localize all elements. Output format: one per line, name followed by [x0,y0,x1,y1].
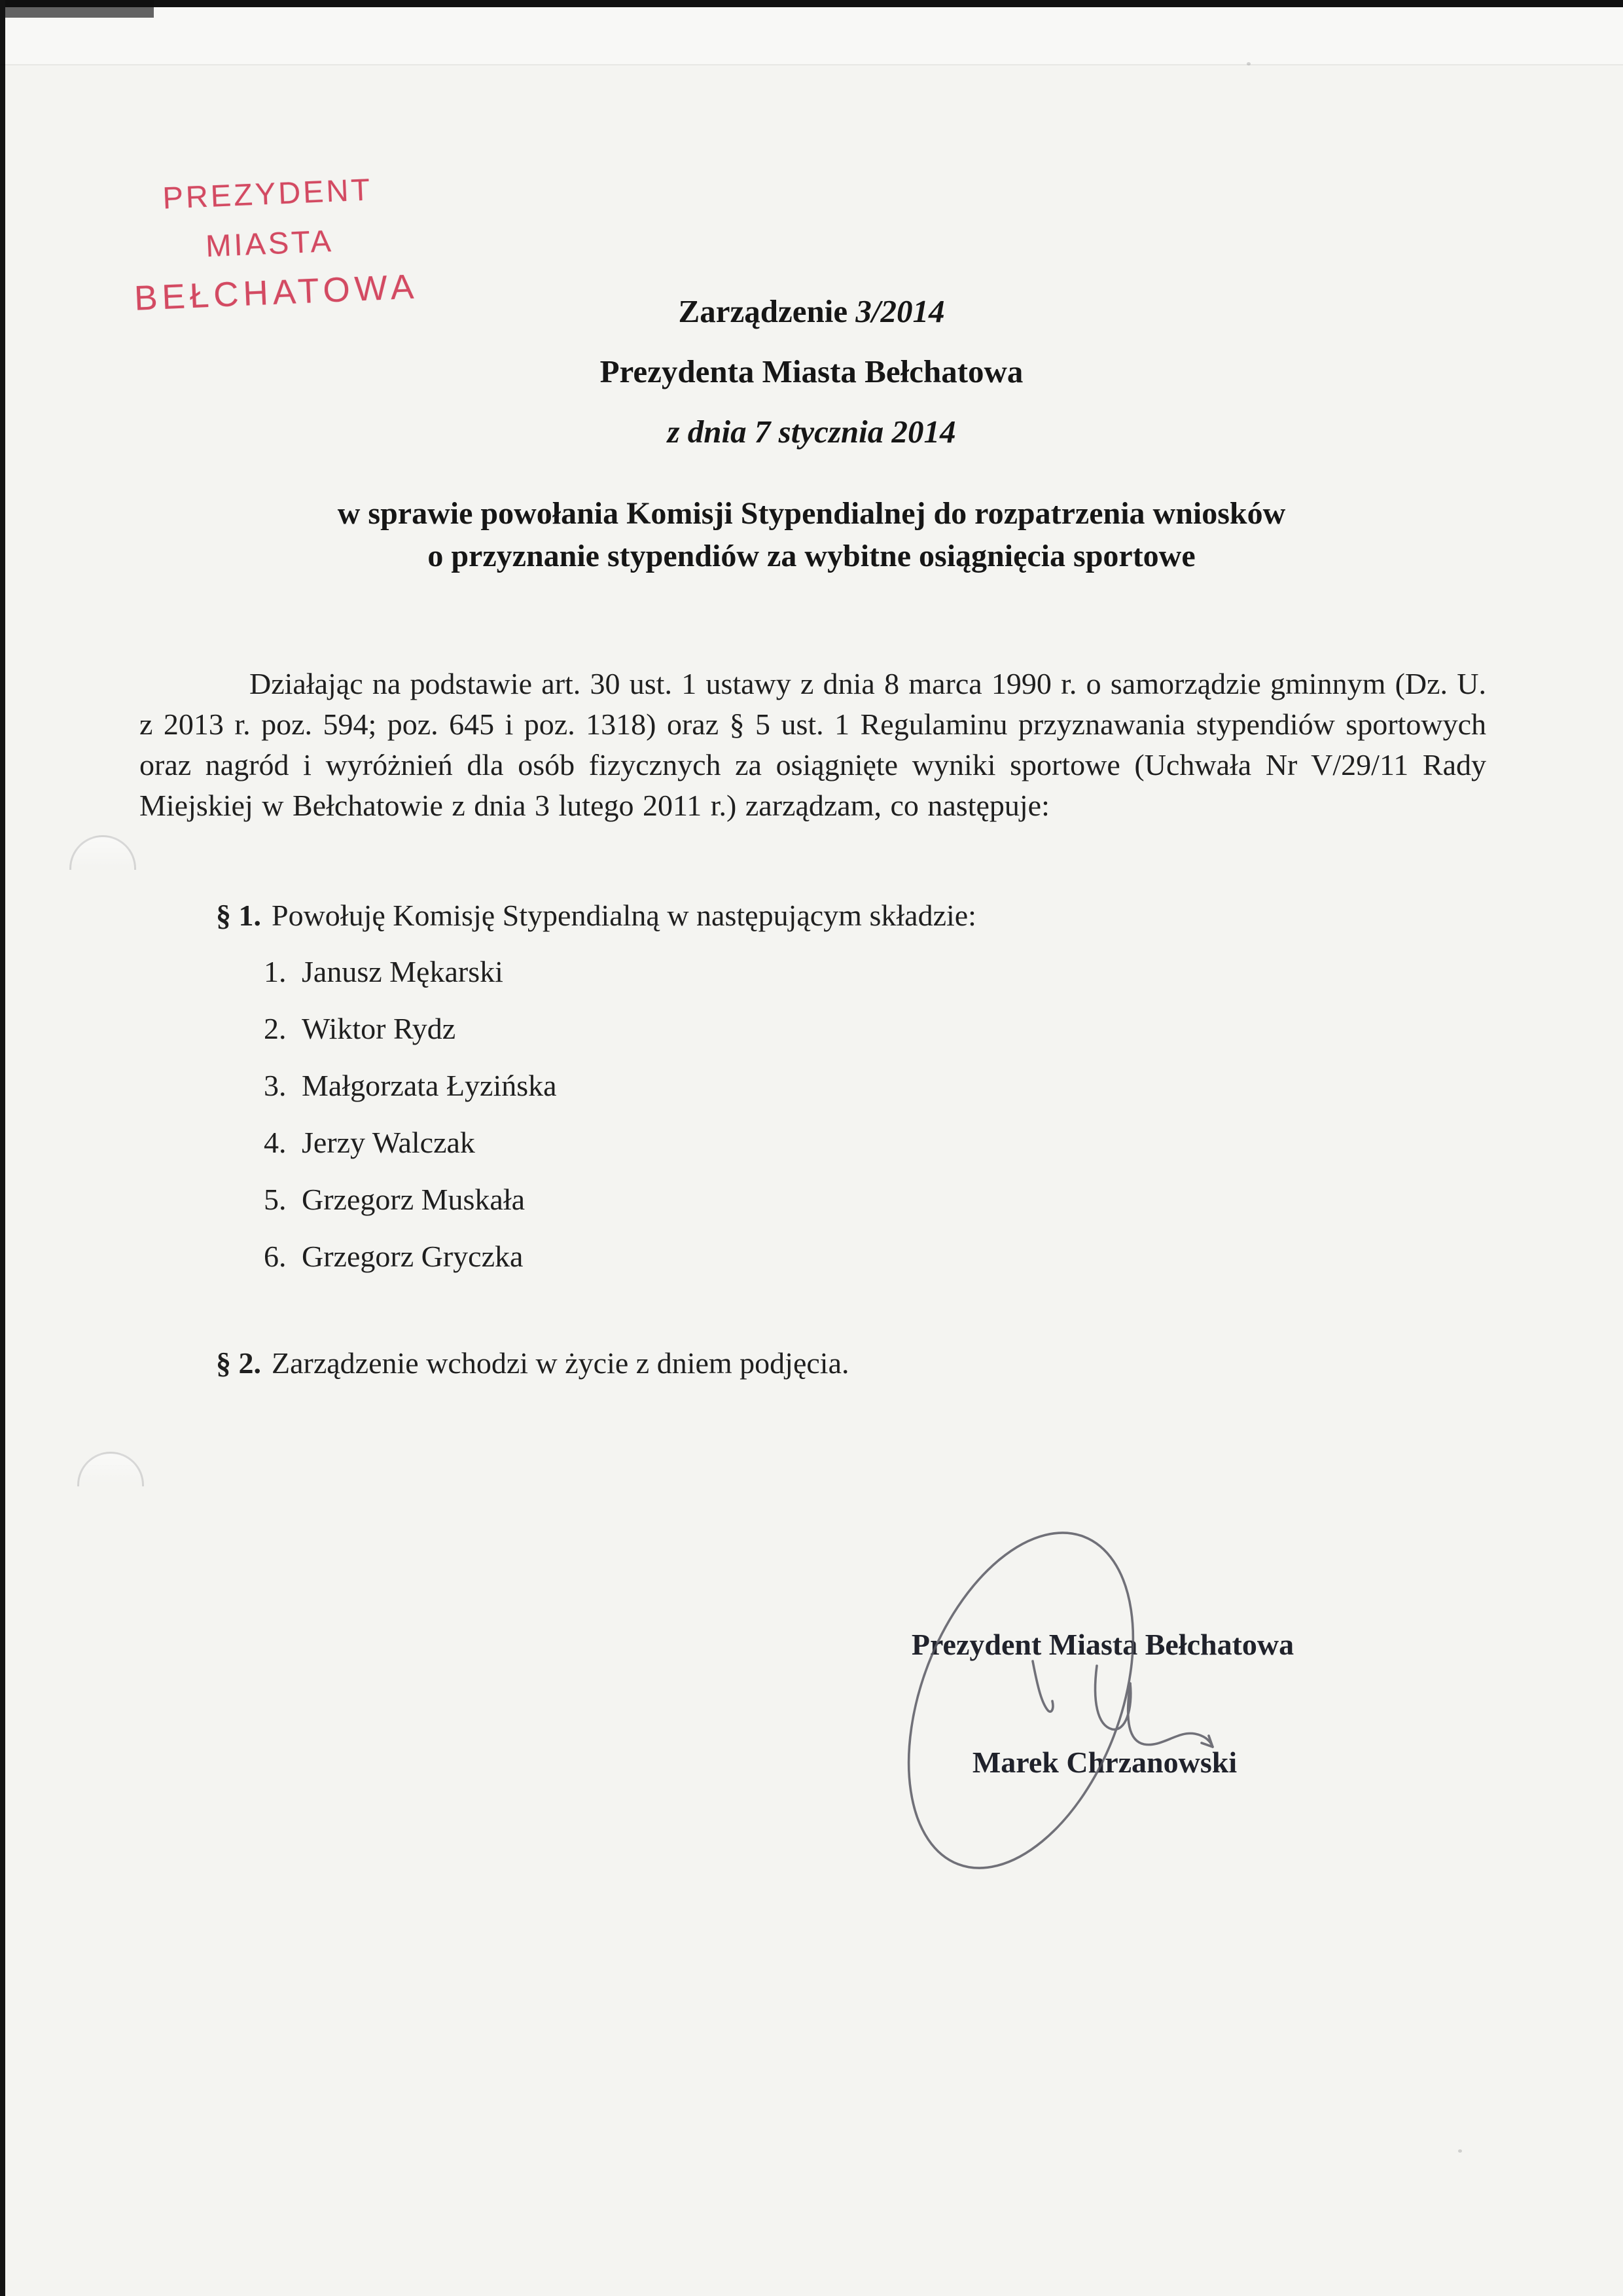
stamp-line-2: BEŁCHATOWA [134,267,419,318]
section-1-label: § 1. [216,899,261,932]
subject-line-2: o przyznanie stypendiów za wybitne osiągnięcia sportowe [427,539,1196,573]
title-line-issuer: Prezydenta Miasta Bełchatowa [599,353,1024,389]
stamp-line-1: PREZYDENT MIASTA [162,171,374,264]
section-2-label: § 2. [216,1346,261,1380]
title-line-date: z dnia 7 stycznia 2014 [667,414,956,450]
member-name: Grzegorz Muskała [302,1183,526,1216]
signatory-title: Prezydent Miasta Bełchatowa [911,1628,1294,1661]
signature-stroke-3 [1128,1683,1213,1747]
member-name: Janusz Mękarski [302,955,503,988]
section-2-text: Zarządzenie wchodzi w życie z dniem podjęcia. [272,1346,849,1380]
member-name: Wiktor Rydz [302,1012,456,1045]
member-name: Jerzy Walczak [302,1126,475,1159]
signature-stroke-1 [1033,1661,1053,1712]
member-name: Grzegorz Gryczka [302,1240,524,1273]
title-word: Zarządzenie [678,293,848,329]
subject-line-1: w sprawie powołania Komisji Stypendialnej do rozpatrzenia wniosków [337,496,1286,531]
signatory-name: Marek Chrzanowski [972,1746,1238,1779]
title-number: 3/2014 [855,293,945,329]
member-name: Małgorzata Łyzińska [302,1069,557,1102]
preamble-paragraph: Działając na podstawie art. 30 ust. 1 ustawy z dnia 8 marca 1990 r. o samorządzie gminnym (Dz. U. z 2013 r. poz. 594; poz. 645 i poz. 1318) oraz § 5 ust. 1 Regulaminu przyznawania stypendiów sportowych oraz nagród i wyróżnień dla osób fizycznych za osiągnięte wyniki sportowe (Uchwała Nr V/29/11 Rady Miejskiej w Bełchatowie z dnia 3 lutego 2011 r.) zarządzam, co następuje: [139,667,1486,822]
section-1-text: Powołuję Komisję Stypendialną w następującym składzie: [272,899,976,932]
